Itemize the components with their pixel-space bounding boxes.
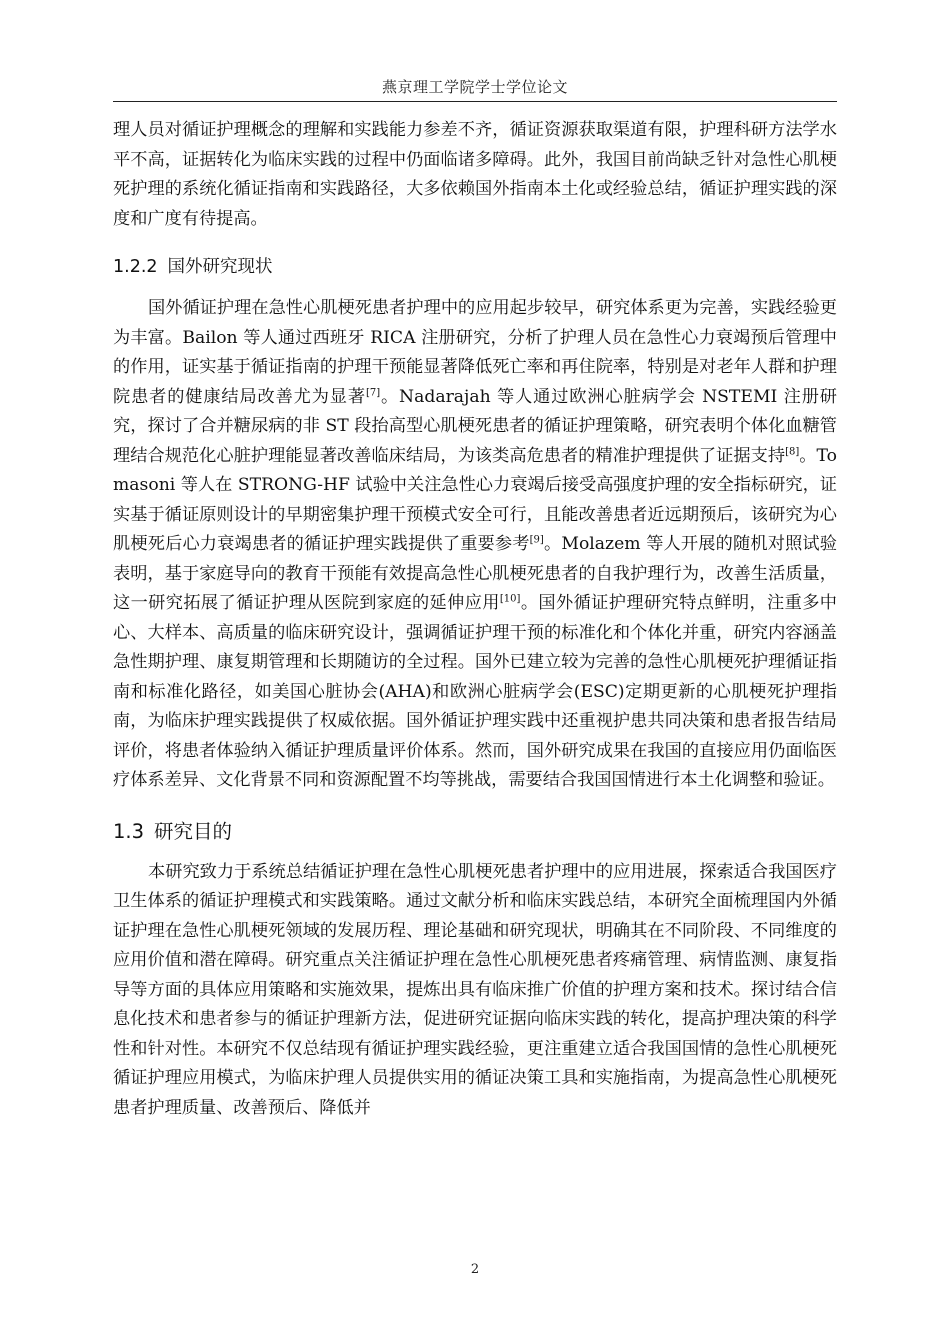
section-number: 1.2.2 [113,257,158,277]
paragraph-segment: 。国外循证护理研究特点鲜明，注重多中心、大样本、高质量的临床研究设计，强调循证护理干预的标准化和个体化并重，研究内容涵盖急性期护理、康复期管理和长期随访的全过程。国外已建立较为完善的急性心肌梗死护理循证指南和标准化路径，如美国心脏协会(AHA)和欧洲心脏病学会(ESC)定期更新的心肌梗死护理指南，为临床护理实践提供了权威依据。国外循证护理实践中还重视护患共同决策和患者报告结局评价，将患者体验纳入循证护理质量评价体系。然而，国外研究成果在我国的直接应用仍面临医疗体系差异、文化背景不同和资源配置不均等挑战，需要结合我国国情进行本土化调整和验证。 [113,593,837,790]
citation-9: [9] [529,534,544,546]
section-title: 国外研究现状 [167,257,273,277]
foreign-research-paragraph [113,294,837,796]
paragraph-segment: 。Molazem 等人开展的随机对照试验表明，基于家庭导向的教育干预能有效提高急性心肌梗死患者的自我护理行为，改善生活质量，这一研究拓展了循证护理从医院到家庭的延伸应用 [113,534,837,613]
citation-8: [8] [785,445,800,457]
paragraph-segment: 。Nadarajah 等人通过欧洲心脏病学会 NSTEMI 注册研究，探讨了合并糖尿病的非 ST 段抬高型心肌梗死患者的循证护理策略，研究表明个体化血糖管理结合规范化心脏护理能显著改善临床结局，为该类高危患者的精准护理提供了证据支持 [113,386,837,466]
citation-10: [10] [499,593,521,605]
page-number: 2 [470,1262,480,1277]
header-rule [113,101,837,102]
research-purpose-paragraph: 本研究致力于系统总结循证护理在急性心肌梗死患者护理中的应用进展，探索适合我国医疗卫生体系的循证护理模式和实践策略。通过文献分析和临床实践总结，本研究全面梳理国内外循证护理在急性心肌梗死领域的发展历程、理论基础和研究现状，明确其在不同阶段、不同维度的应用价值和潜在障碍。研究重点关注循证护理在急性心肌梗死患者疼痛管理、病情监测、康复指导等方面的具体应用策略和实施效果，提炼出具有临床推广价值的护理方案和技术。探讨结合信息化技术和患者参与的循证护理新方法，促进研究证据向临床实践的转化，提高护理决策的科学性和针对性。本研究不仅总结现有循证护理实践经验，更注重建立适合我国国情的急性心肌梗死循证护理应用模式，为临床护理人员提供实用的循证决策工具和实施指南，为提高急性心肌梗死患者护理质量、改善预后、降低并 [113,861,837,1118]
section-title: 研究目的 [154,819,233,843]
section-heading-1-3 [113,818,837,846]
page-body [113,116,837,1123]
citation-7: [7] [365,386,381,398]
paragraph-segment: 国外循证护理在急性心肌梗死患者护理中的应用起步较早，研究体系更为完善，实践经验更为丰富。Bailon 等人通过西班牙 RICA 注册研究，分析了护理人员在急性心力衰竭预后管理中的作用，证实基于循证指南的护理干预能显著降低死亡率和再住院率，特别是对老年人群和护理院患者的健康结局改善尤为显著 [113,298,837,407]
continued-paragraph: 理人员对循证护理概念的理解和实践能力参差不齐，循证资源获取渠道有限，护理科研方法学水平不高，证据转化为临床实践的过程中仍面临诸多障碍。此外，我国目前尚缺乏针对急性心肌梗死护理的系统化循证指南和实践路径，大多依赖国外指南本土化或经验总结，循证护理实践的深度和广度有待提高。 [113,120,837,229]
section-number: 1.3 [113,819,145,843]
paragraph-segment: 。Tomasoni 等人在 STRONG-HF 试验中关注急性心力衰竭后接受高强度护理的安全指标研究，证实基于循证原则设计的早期密集护理干预模式安全可行，且能改善患者近远期预后，该研究为心肌梗死后心力衰竭患者的循证护理实践提供了重要参考 [113,445,837,554]
running-header: 燕京理工学院学士学位论文 [381,78,568,96]
section-heading-1-2-2 [113,254,837,280]
